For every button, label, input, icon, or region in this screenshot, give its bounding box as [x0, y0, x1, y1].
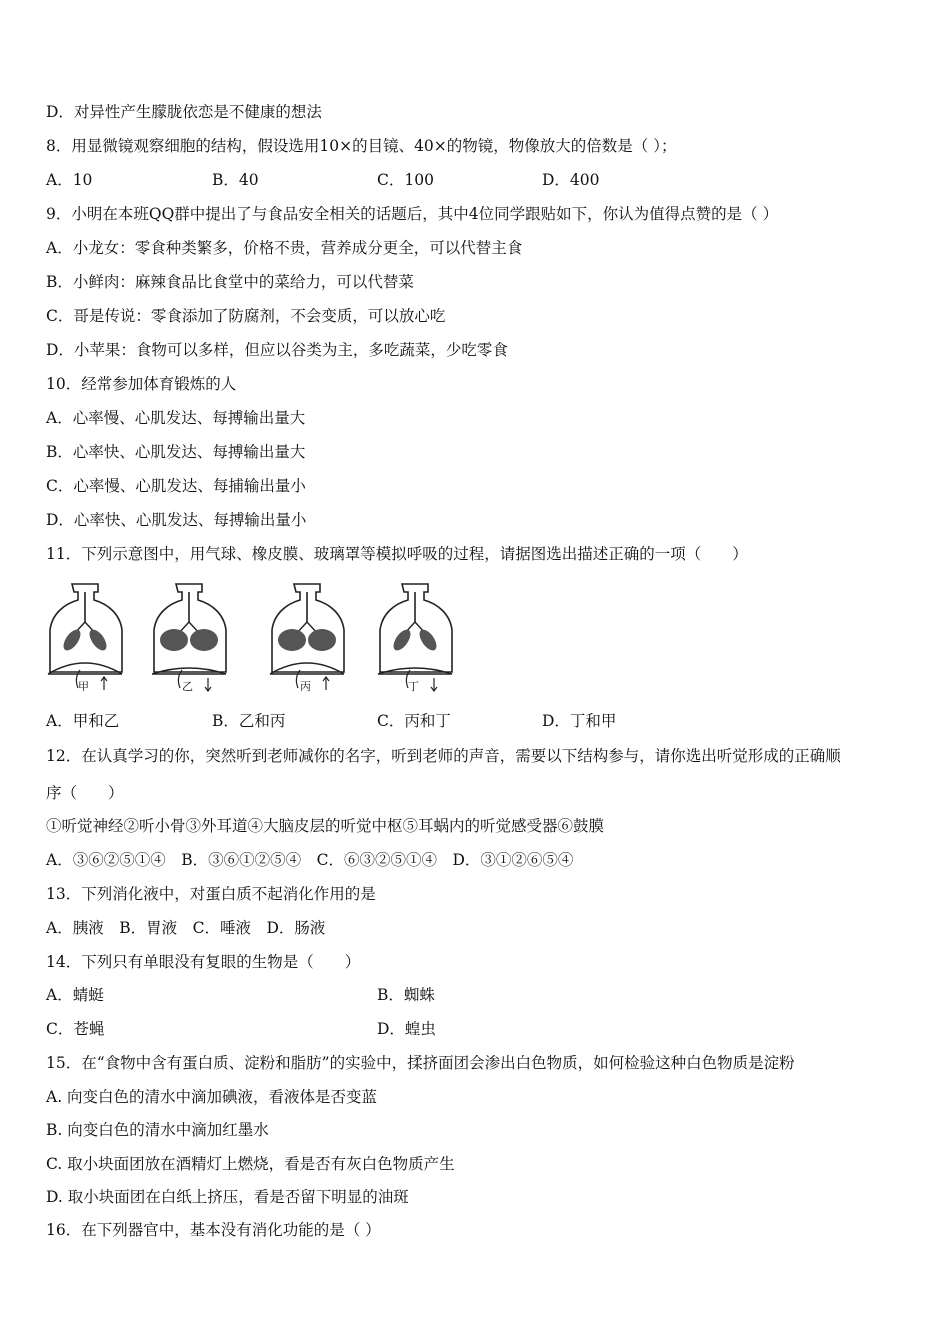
figure-label-jia: 甲 [78, 680, 89, 693]
q9-option-b: B．小鲜肉：麻辣食品比食堂中的菜给力，可以代替菜 [46, 273, 414, 291]
q12-items: ①听觉神经②听小骨③外耳道④大脑皮层的听觉中枢⑤耳蜗内的听觉感受器⑥鼓膜 [46, 817, 605, 835]
q14-option-a: A．蜻蜓 [46, 986, 104, 1004]
q8-option-b: B．40 [212, 171, 259, 189]
q14-option-d: D．蝗虫 [377, 1020, 436, 1038]
q10-option-b: B．心率快、心肌发达、每搏输出量大 [46, 443, 306, 461]
breathing-model-figure [46, 580, 646, 695]
q10-option-c: C．心率慢、心肌发达、每捕输出量小 [46, 477, 306, 495]
q9-option-d: D．小苹果：食物可以多样，但应以谷类为主，多吃蔬菜，少吃零食 [46, 341, 508, 359]
q13-options: A．胰液 B．胃液 C．唾液 D．肠液 [46, 919, 326, 937]
q8-stem: 8．用显微镜观察细胞的结构，假设选用10×的目镜、40×的物镜，物像放大的倍数是（ ）； [46, 137, 677, 155]
q15-option-c: C. 取小块面团放在酒精灯上燃烧，看是否有灰白色物质产生 [46, 1155, 455, 1173]
q14-stem: 14．下列只有单眼没有复眼的生物是（ ） [46, 953, 361, 971]
q11-option-c: C．丙和丁 [377, 712, 451, 730]
figure-label-ding: 丁 [408, 680, 419, 693]
jar-ding [378, 584, 452, 691]
q7-option-d: D．对异性产生朦胧依恋是不健康的想法 [46, 103, 322, 121]
q10-option-d: D．心率快、心肌发达、每搏输出量小 [46, 511, 307, 529]
q15-option-a: A. 向变白色的清水中滴加碘液，看液体是否变蓝 [46, 1088, 378, 1106]
q11-stem: 11．下列示意图中，用气球、橡皮膜、玻璃罩等模拟呼吸的过程，请据图选出描述正确的一项（ ） [46, 545, 748, 563]
q8-option-a: A．10 [46, 171, 93, 189]
q11-option-a: A．甲和乙 [46, 712, 120, 730]
q9-stem: 9．小明在本班QQ群中提出了与食品安全相关的话题后，其中4位同学跟贴如下，你认为值得点赞的是（ ） [46, 205, 779, 223]
q16-stem: 16．在下列器官中，基本没有消化功能的是（ ） [46, 1221, 381, 1239]
q15-option-b: B. 向变白色的清水中滴加红墨水 [46, 1121, 269, 1139]
q11-option-b: B．乙和丙 [212, 712, 286, 730]
q15-stem: 15．在“食物中含有蛋白质、淀粉和脂肪”的实验中，揉挤面团会渗出白色物质，如何检验这种白色物质是淀粉 [46, 1054, 795, 1072]
q14-option-b: B．蜘蛛 [377, 986, 435, 1004]
breathing-model-svg [46, 580, 646, 695]
q9-option-a: A．小龙女：零食种类繁多，价格不贵，营养成分更全，可以代替主食 [46, 239, 523, 257]
q12-options: A．③⑥②⑤①④ B．③⑥①②⑤④ C．⑥③②⑤①④ D．③①②⑥⑤④ [46, 851, 574, 869]
q12-stem-line1: 12．在认真学习的你，突然听到老师减你的名字，听到老师的声音，需要以下结构参与，请你选出听觉形成的正确顺 [46, 747, 841, 765]
q13-stem: 13．下列消化液中，对蛋白质不起消化作用的是 [46, 885, 376, 903]
figure-label-bing: 丙 [300, 680, 311, 693]
q10-stem: 10．经常参加体育锻炼的人 [46, 375, 237, 393]
q14-option-c: C．苍蝇 [46, 1020, 105, 1038]
q10-option-a: A．心率慢、心肌发达、每搏输出量大 [46, 409, 306, 427]
q12-stem-line2: 序（ ） [46, 784, 124, 802]
q15-option-d: D. 取小块面团在白纸上挤压，看是否留下明显的油斑 [46, 1188, 409, 1206]
figure-label-yi: 乙 [182, 680, 193, 693]
jar-jia [48, 584, 122, 690]
jar-bing [270, 584, 344, 690]
jar-yi [152, 584, 226, 691]
q11-option-d: D．丁和甲 [542, 712, 617, 730]
q9-option-c: C．哥是传说：零食添加了防腐剂，不会变质，可以放心吃 [46, 307, 446, 325]
q8-option-d: D．400 [542, 171, 600, 189]
q8-option-c: C．100 [377, 171, 434, 189]
